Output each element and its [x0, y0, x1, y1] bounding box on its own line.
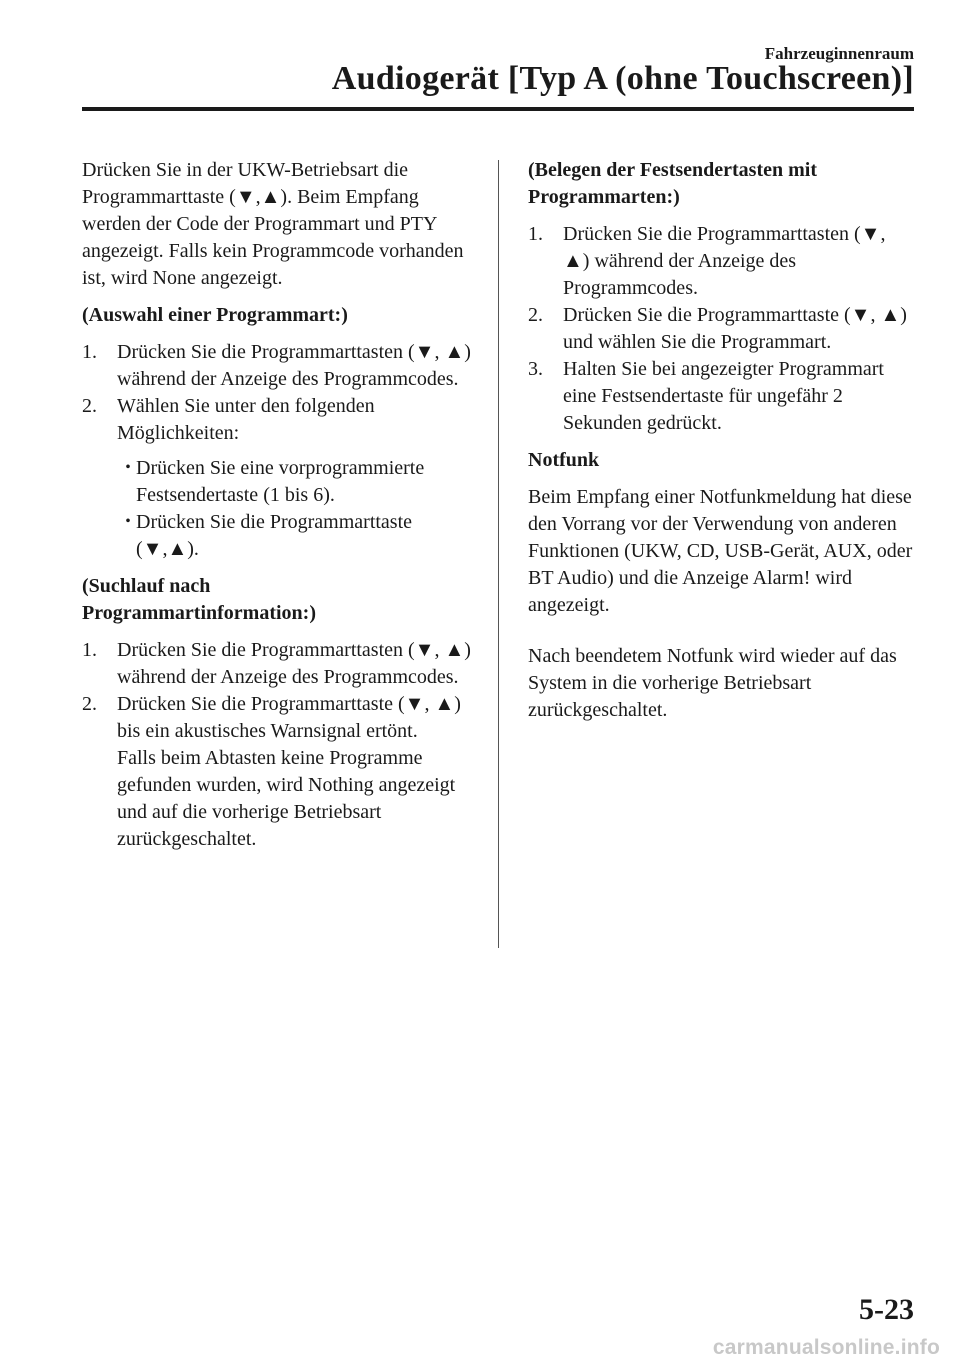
- bullet-item: [123, 509, 472, 563]
- page-number: 5-23: [859, 1293, 914, 1326]
- list-item: [528, 302, 916, 356]
- bullet-dot: ･: [123, 511, 133, 533]
- numbered-list-festsender: [528, 221, 916, 437]
- section-heading-notfunk: Notfunk: [528, 449, 600, 471]
- header-rule: [82, 107, 914, 111]
- list-item-note: Falls beim Abtasten keine Programme gefunden wurden, wird Nothing angezeigt und auf die vorherige Betriebsart zurückgeschaltet.: [117, 747, 456, 850]
- list-item-text: Drücken Sie die Programmarttaste (▼, ▲) bis ein akustisches Warnsignal ertönt.: [117, 693, 461, 742]
- intro-paragraph: Drücken Sie in der UKW-Betriebsart die Programmarttaste (▼,▲). Beim Empfang werden der Code der Programmart und PTY angezeigt. Falls kein Programmcode vorhanden ist, wird None angezeigt.: [82, 159, 464, 289]
- list-item-text: Drücken Sie die Programmarttasten (▼, ▲) während der Anzeige des Programmcodes.: [563, 223, 886, 299]
- list-item-number: 1.: [528, 223, 543, 245]
- list-item-body: [117, 691, 472, 853]
- list-item-text: Halten Sie bei angezeigter Programmart eine Festsendertaste für ungefähr 2 Sekunden gedrückt.: [563, 358, 884, 434]
- left-column: [82, 157, 472, 863]
- list-item: [528, 356, 916, 437]
- right-column: [528, 157, 916, 734]
- list-item: [528, 221, 916, 302]
- section-heading-auswahl: (Auswahl einer Programmart:): [82, 304, 348, 326]
- bullet-item: [123, 455, 472, 509]
- bullet-text: Drücken Sie die Programmarttaste (▼,▲).: [136, 511, 413, 560]
- column-divider: [498, 160, 499, 948]
- list-item: [82, 339, 472, 393]
- running-header-section: Fahrzeuginnenraum: [764, 44, 914, 63]
- section-heading-suchlauf: [82, 573, 472, 627]
- page-title: Audiogerät [Typ A (ohne Touchscreen)]: [331, 60, 914, 97]
- list-item-text: Drücken Sie die Programmarttasten (▼, ▲) während der Anzeige des Programmcodes.: [117, 341, 471, 390]
- notfunk-paragraph: Beim Empfang einer Notfunkmeldung hat diese den Vorrang vor der Verwendung von anderen Funktionen (UKW, CD, USB-Gerät, AUX, oder BT Audio) und die Anzeige Alarm! wird angezeigt.: [528, 486, 913, 616]
- numbered-list-suchlauf: [82, 637, 472, 853]
- bullet-list: [123, 455, 472, 563]
- notfunk-after-paragraph: Nach beendetem Notfunk wird wieder auf das System in die vorherige Betriebsart zurückgeschaltet.: [528, 645, 897, 721]
- list-item-number: 2.: [82, 693, 97, 715]
- bullet-dot: ･: [123, 457, 133, 479]
- heading-line: (Suchlauf nach: [82, 575, 211, 597]
- numbered-list-auswahl: [82, 339, 472, 563]
- list-item-number: 2.: [82, 395, 97, 417]
- list-item-text: Wählen Sie unter den folgenden Möglichkeiten:: [117, 395, 375, 444]
- list-item-number: 1.: [82, 639, 97, 661]
- list-item-number: 3.: [528, 358, 543, 380]
- list-item-number: 2.: [528, 304, 543, 326]
- list-item: [82, 393, 472, 447]
- heading-line: Programmarten:): [528, 186, 680, 208]
- heading-line: Programmartinformation:): [82, 602, 317, 624]
- heading-line: (Belegen der Festsendertasten mit: [528, 159, 818, 181]
- list-item-number: 1.: [82, 341, 97, 363]
- watermark: carmanualsonline.info: [712, 1336, 940, 1359]
- section-heading-festsender: [528, 157, 916, 211]
- list-item-text: Drücken Sie die Programmarttaste (▼, ▲) und wählen Sie die Programmart.: [563, 304, 907, 353]
- list-item-text: Drücken Sie die Programmarttasten (▼, ▲) während der Anzeige des Programmcodes.: [117, 639, 471, 688]
- list-item: [82, 691, 472, 853]
- list-item: [82, 637, 472, 691]
- bullet-text: Drücken Sie eine vorprogrammierte Festsendertaste (1 bis 6).: [136, 457, 425, 506]
